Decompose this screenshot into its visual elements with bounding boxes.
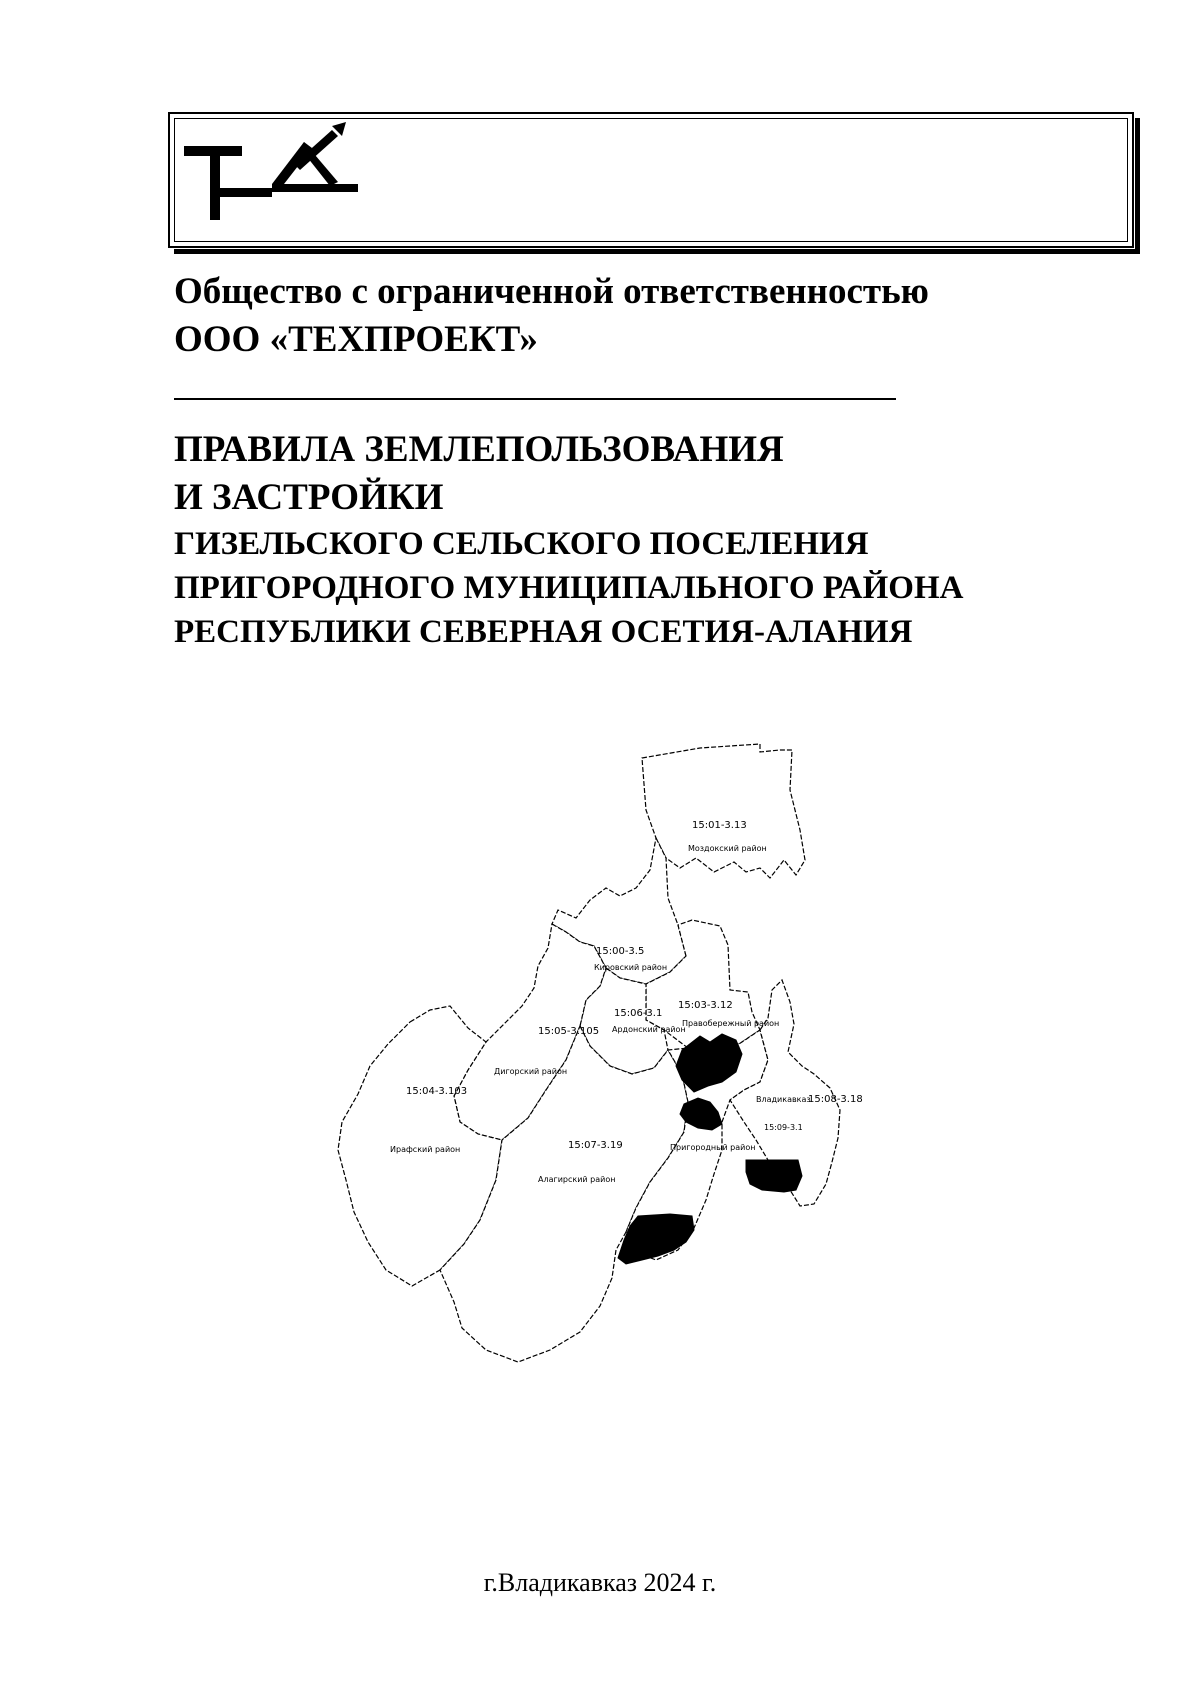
map-label-name: Владикавказ	[756, 1095, 811, 1104]
organization-line-1: Общество с ограниченной ответственностью	[174, 271, 929, 312]
title-line-1: ПРАВИЛА ЗЕМЛЕПОЛЬЗОВАНИЯ	[174, 429, 784, 470]
map-label-code: 15:01-3.13	[692, 820, 747, 831]
title-line-4: ПРИГОРОДНОГО МУНИЦИПАЛЬНОГО РАЙОНА	[174, 570, 964, 606]
map-label-name: Правобережный район	[682, 1019, 780, 1028]
logo-inner-border	[174, 118, 1128, 242]
map-label-name: Алагирский район	[538, 1175, 616, 1184]
map-label-name: Пригородный район	[670, 1143, 756, 1152]
map-label-code: 15:00-3.5	[596, 946, 645, 957]
map-label-code: 15:03-3.12	[678, 1000, 733, 1011]
district-map	[290, 730, 930, 1430]
map-label-code: 15:07-3.19	[568, 1140, 623, 1151]
title-line-2: И ЗАСТРОЙКИ	[174, 477, 444, 518]
company-logo-icon	[184, 118, 384, 238]
title-line-3: ГИЗЕЛЬСКОГО СЕЛЬСКОГО ПОСЕЛЕНИЯ	[174, 526, 869, 562]
map-label-code: 15:04-3.103	[406, 1086, 468, 1097]
map-label-name: Дигорский район	[494, 1067, 568, 1076]
map-label-name: Моздокский район	[688, 844, 767, 853]
logo-frame	[168, 112, 1134, 248]
map-label-code: 15:09-3.1	[764, 1123, 803, 1132]
organization-name	[174, 268, 929, 364]
title-line-5: РЕСПУБЛИКИ СЕВЕРНАЯ ОСЕТИЯ-АЛАНИЯ	[174, 614, 913, 650]
map-highlight-east	[746, 1160, 802, 1192]
separator-line	[174, 398, 896, 400]
map-label-code: 15:06-3.1	[614, 1008, 663, 1019]
organization-line-2: ООО «ТЕХПРОЕКТ»	[174, 319, 538, 360]
map-label-code: 15:08-3.18	[808, 1094, 863, 1105]
map-label-code: 15:05-3.105	[538, 1026, 600, 1037]
map-label-name: Кировский район	[594, 963, 668, 972]
map-label-name: Ирафский район	[390, 1145, 461, 1154]
city-year: г.Владикавказ 2024 г.	[483, 1568, 717, 1597]
map-label-name: Ардонский район	[612, 1025, 686, 1034]
document-title	[174, 426, 963, 654]
